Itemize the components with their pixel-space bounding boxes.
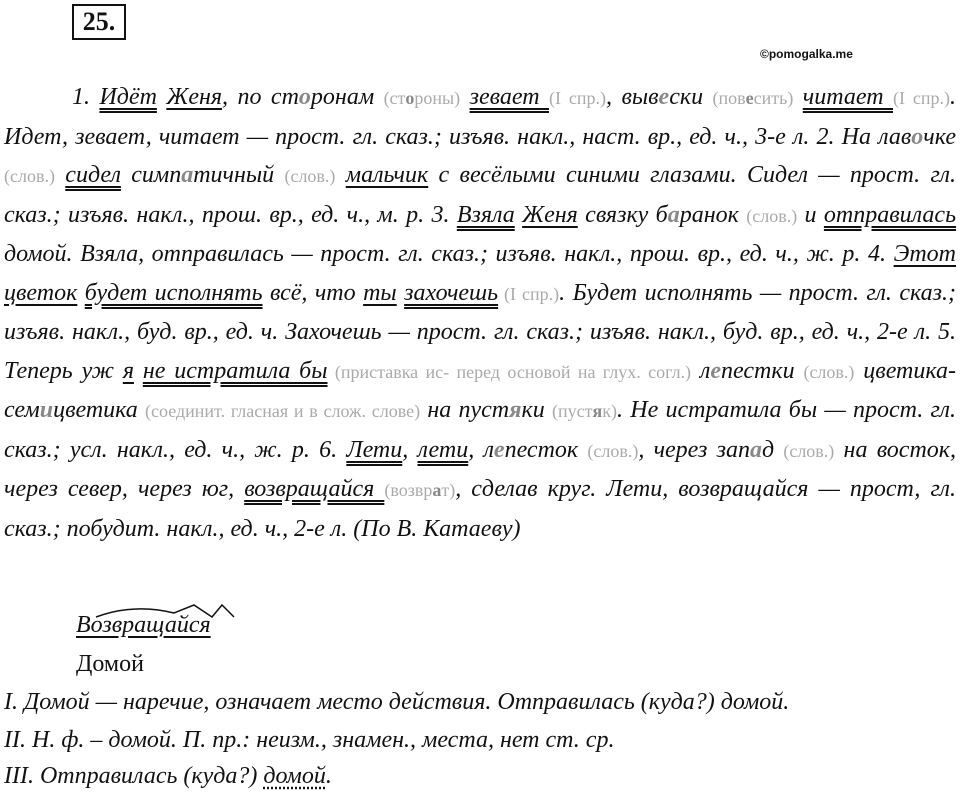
analysis-line-3: III. Отправилась (куда?) домой.	[4, 763, 332, 789]
analysis-word: Домой	[76, 651, 144, 677]
task-number: 25.	[72, 4, 126, 40]
site-watermark: ©pomogalka.me	[760, 47, 853, 61]
analysis-line-1: I. Домой — наречие, означает место действия. Отправилась (куда?) домой.	[4, 689, 790, 715]
exercise-text: 1. Идёт Женя, по сторонам (стороны) зевает (I спр.), вывески (повесить) читает (I спр.). Идет, зевает, читает — прост. гл. сказ.; изъяв. накл., наст. вр., ед. ч., 3-е л. 2. На лавочке (слов.) сидел симпатичный (слов.) мальчик с весёлыми синими глазами. Сидел — прост. гл. сказ.; изъяв. накл., прош. вр., ед. ч., м. р. 3. Взяла Женя связку баранок (слов.) и отправилась домой. Взяла, отправилась — прост. гл. сказ.; изъяв. накл., прош. вр., ед. ч., ж. р. 4. Этот цветок будет исполнять всё, что ты захочешь (I спр.). Будет исполнять — прост. гл. сказ.; изъяв. накл., буд. вр., ед. ч. Захочешь — прост. гл. сказ.; изъяв. накл., буд. вр., ед. ч., 2-е л. 5. Теперь уж я не истратила бы (приставка ис- перед основой на глух. согл.) лепестки (слов.) цветика-семицветика (соединит. гласная и в слож. слове) на пустяки (пустяк). Не истратила бы — прост. гл. сказ.; усл. накл., ед. ч., ж. р. 6. Лети, лети, лепесток (слов.), через запад (слов.) на восток, через север, через юг, возвращайся (возврат), сделав круг. Лети, возвращайся — прост, гл. сказ.; побудит. накл., ед. ч., 2-е л. (По В. Катаеву)	[4, 84, 957, 542]
morpheme-word: Возвращайся	[76, 612, 211, 638]
analysis-line-2: II. Н. ф. – домой. П. пр.: неизм., знамен., места, нет ст. ср.	[4, 727, 615, 753]
